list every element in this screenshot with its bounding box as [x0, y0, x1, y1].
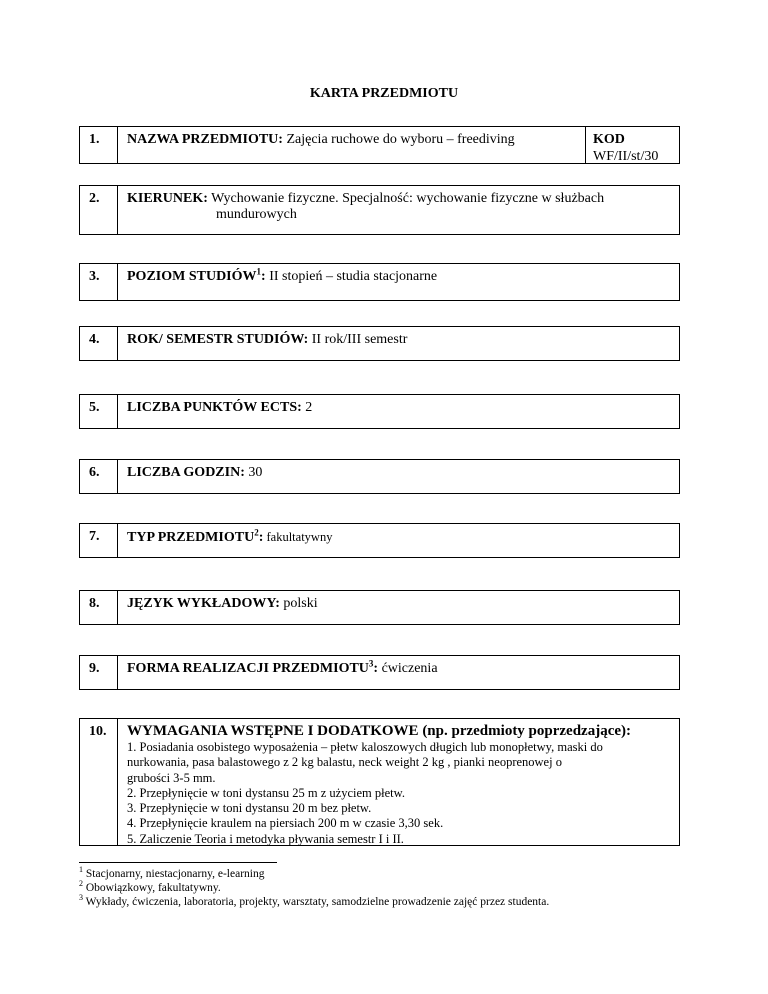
- row-value: II rok/III semestr: [308, 332, 408, 347]
- row-content: [118, 656, 679, 689]
- row-subject-name: [79, 126, 680, 164]
- footnote-mark: 1: [79, 865, 83, 875]
- footnote-ref: 1: [256, 266, 262, 277]
- row-value: polski: [279, 596, 318, 611]
- row-label: LICZBA PUNKTÓW ECTS:: [127, 400, 302, 415]
- row-value-continued: mundurowych: [216, 207, 297, 222]
- row-number: 6.: [80, 460, 118, 493]
- footnote-ref: 2: [254, 527, 259, 538]
- row-value: II stopień – studia stacjonarne: [265, 269, 438, 284]
- row-number: 2.: [80, 186, 118, 234]
- footnote: [79, 895, 549, 909]
- requirements-list: [127, 740, 671, 847]
- row-label: KIERUNEK:: [127, 191, 208, 206]
- row-label: NAZWA PRZEDMIOTU:: [127, 132, 283, 147]
- list-item: 2. Przepłynięcie w toni dystansu 25 m z użyciem płetw.: [127, 785, 405, 800]
- list-item: 5. Zaliczenie Teoria i metodyka pływania semestr I i II.: [127, 831, 404, 846]
- row-number: 4.: [80, 327, 118, 360]
- row-content: [118, 127, 585, 163]
- row-subject-type: [79, 523, 680, 558]
- list-item: 4. Przepłynięcie kraulem na piersiach 200 m w czasie 3,30 sek.: [127, 816, 444, 831]
- footnote-mark: 2: [79, 879, 83, 889]
- row-content: [118, 524, 679, 557]
- row-content: [118, 327, 679, 360]
- row-form: [79, 655, 680, 690]
- footnote-mark: 3: [79, 893, 83, 903]
- row-value: 2: [301, 400, 313, 415]
- row-content: [118, 719, 679, 845]
- list-item: grubości 3-5 mm.: [127, 770, 216, 785]
- footnote-text: Stacjonarny, niestacjonarny, e-learning: [83, 868, 265, 880]
- row-study-level: [79, 263, 680, 301]
- code-value: WF/II/st/30: [593, 149, 659, 164]
- row-content: [118, 186, 679, 234]
- row-number: 7.: [80, 524, 118, 557]
- row-label: TYP PRZEDMIOTU: [127, 530, 255, 545]
- row-field-of-study: [79, 185, 680, 235]
- footnote-text: Wykłady, ćwiczenia, laboratoria, projekty, warsztaty, samodzielne prowadzenie zajęć przez studenta.: [83, 896, 550, 908]
- row-value: fakultatywny: [263, 530, 333, 544]
- row-requirements: [79, 718, 680, 846]
- row-colon: :: [261, 269, 266, 284]
- list-item: 3. Przepłynięcie w toni dystansu 20 m bez płetw.: [127, 801, 372, 816]
- row-value: ćwiczenia: [378, 661, 438, 676]
- row-label: JĘZYK WYKŁADOWY:: [127, 596, 280, 611]
- list-item: 1. Posiadania osobistego wyposażenia – płetw kaloszowych długich lub monopłetwy, maski do: [127, 740, 603, 754]
- row-colon: :: [373, 661, 379, 676]
- row-language: [79, 590, 680, 625]
- row-label: POZIOM STUDIÓW: [127, 269, 257, 284]
- footnote-text: Obowiązkowy, fakultatywny.: [83, 882, 221, 894]
- code-label: KOD: [593, 132, 625, 147]
- row-content: [118, 264, 679, 300]
- footnote: [79, 867, 264, 881]
- row-label: ROK/ SEMESTR STUDIÓW:: [127, 332, 309, 347]
- row-number: 10.: [80, 719, 118, 845]
- row-number: 1.: [80, 127, 118, 163]
- footnote-separator: [79, 862, 277, 863]
- row-content: [118, 591, 679, 624]
- row-value: Wychowanie fizyczne. Specjalność: wychowanie fizyczne w służbach: [207, 191, 605, 206]
- footnote: [79, 881, 221, 895]
- row-colon: :: [258, 530, 264, 545]
- row-content: [118, 395, 679, 428]
- row-number: 5.: [80, 395, 118, 428]
- row-number: 8.: [80, 591, 118, 624]
- row-hours: [79, 459, 680, 494]
- row-year-semester: [79, 326, 680, 361]
- page-title: KARTA PRZEDMIOTU: [309, 86, 459, 101]
- row-number: 9.: [80, 656, 118, 689]
- list-item: nurkowania, pasa balastowego z 2 kg balastu, neck weight 2 kg , pianki neoprenowej o: [127, 755, 562, 770]
- footnote-ref: 3: [368, 658, 374, 669]
- row-ects: [79, 394, 680, 429]
- row-number: 3.: [80, 264, 118, 300]
- code-cell: [585, 127, 679, 163]
- row-label: WYMAGANIA WSTĘPNE I DODATKOWE (np. przedmioty poprzedzające):: [127, 723, 632, 739]
- row-label: FORMA REALIZACJI PRZEDMIOTU: [127, 661, 369, 676]
- row-content: [118, 460, 679, 493]
- row-value: Zajęcia ruchowe do wyboru – freediving: [282, 132, 515, 147]
- row-value: 30: [244, 465, 263, 480]
- row-label: LICZBA GODZIN:: [127, 465, 245, 480]
